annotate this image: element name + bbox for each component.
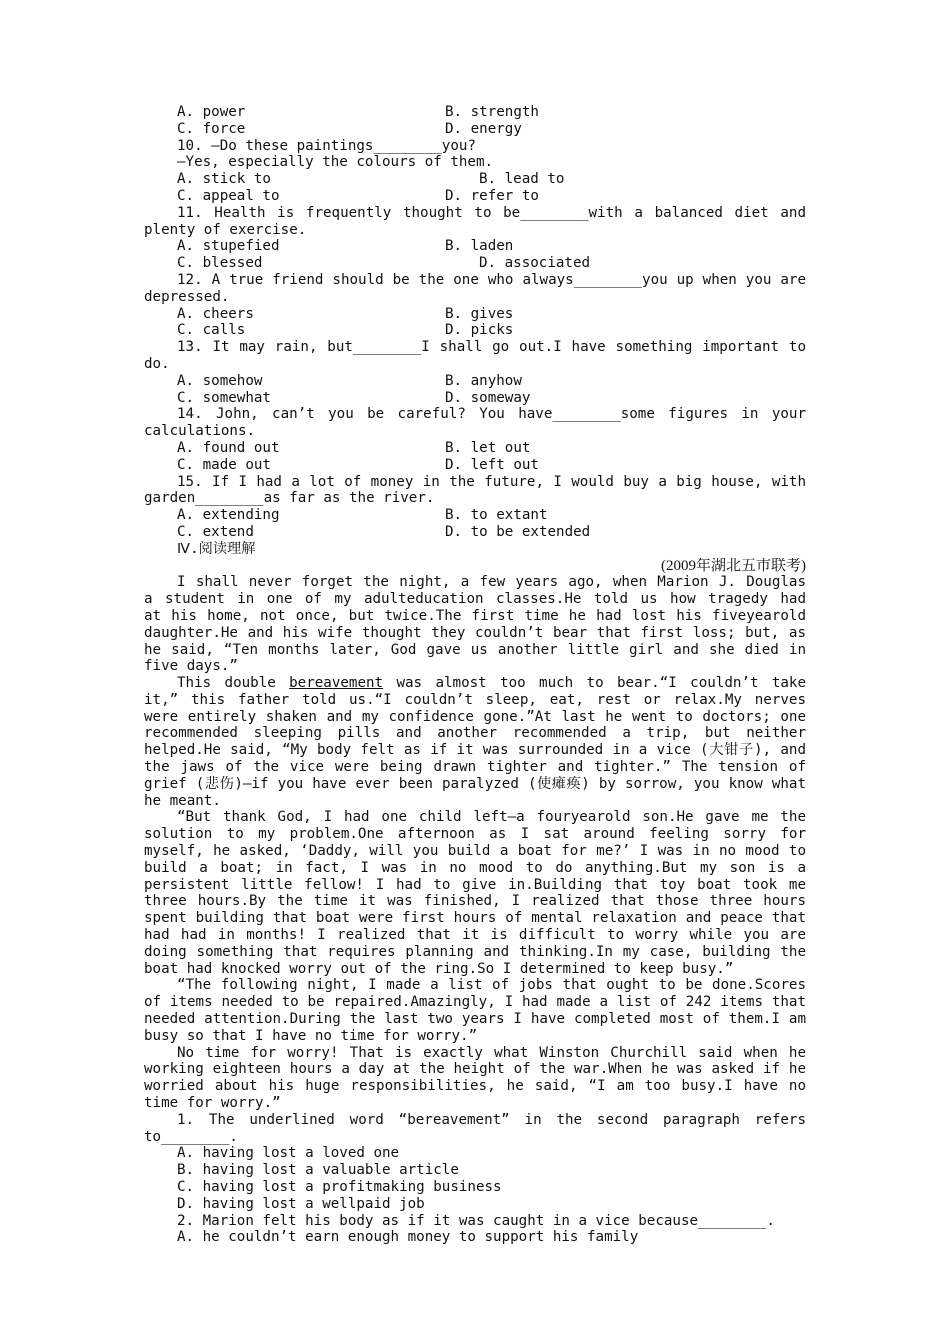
passage-p3-line: persistent little fellow! I had to give in.Building that toy boat took me xyxy=(144,876,806,893)
passage-p2-line: he meant. xyxy=(144,792,221,809)
q15-stem-line-1: 15. If I had a lot of money in the future, I would buy a big house, with xyxy=(177,473,806,490)
q13-option-b: B. anyhow xyxy=(445,372,522,389)
q11-stem-line-1: 11. Health is frequently thought to be________with a balanced diet and xyxy=(177,204,806,221)
passage-p3-line: boat had knocked worry out of the ring.So I determined to keep busy.” xyxy=(144,960,734,977)
rq1-stem-line-1: 1. The underlined word “bereavement” in the second paragraph refers xyxy=(177,1111,806,1128)
passage-p3-line: build a boat; in fact, I was in no mood to do anything.But my son is a xyxy=(144,859,806,876)
passage-p1-line: at his home, not once, but twice.The first time he had lost his fiveyearold xyxy=(144,607,806,624)
rq1-option-b: B. having lost a valuable article xyxy=(177,1162,459,1179)
q11-stem-line-2: plenty of exercise. xyxy=(144,221,307,238)
passage-p1-line: daughter.He and his wife thought they couldn’t bear that first loss; but, as xyxy=(144,624,806,641)
passage-p4-line: busy so that I have no time for worry.” xyxy=(144,1027,478,1044)
q12-stem-line-1: 12. A true friend should be the one who always________you up when you are xyxy=(177,271,806,288)
q14-option-b: B. let out xyxy=(445,439,531,456)
passage-p2-text-before: This double xyxy=(177,675,290,692)
passage-p2-line: the jaws of the vice were being drawn tighter and tighter.” The tension of xyxy=(144,759,806,776)
passage-p2-line: helped.He said, “My body felt as if it was surrounded in a vice (大钳子), and xyxy=(144,742,806,759)
q10-option-c: C. appeal to xyxy=(177,187,280,204)
passage-p5-line: No time for worry! That is exactly what Winston Churchill said when he xyxy=(177,1044,806,1061)
q12-option-d: D. picks xyxy=(445,322,514,339)
passage-p3-line: doing something that requires planning and thinking.In my case, building the xyxy=(144,943,806,960)
q14-options-row-1 xyxy=(144,440,806,457)
q12-stem-line-2: depressed. xyxy=(144,288,230,305)
passage-p2-line: were entirely shaken and my confidence gone.”At last he went to doctors; one xyxy=(144,708,806,725)
q11-option-a: A. stupefied xyxy=(177,238,280,255)
q14-option-d: D. left out xyxy=(445,456,539,473)
q15-option-c: C. extend xyxy=(177,523,254,540)
q14-stem-line-2: calculations. xyxy=(144,423,256,440)
passage-p5-line: worried about his huge responsibilities, he said, “I am too busy.I have no xyxy=(144,1078,806,1095)
q9-option-a: A. power xyxy=(177,104,246,120)
q12-options-row-2 xyxy=(144,322,806,339)
q12-option-c: C. calls xyxy=(177,322,246,339)
passage-p5-line: working eighteen hours a day at the height of the war.When he was asked if he xyxy=(144,1061,806,1078)
passage-p2-line: recommended sleeping pills and another recommended a trip, but neither xyxy=(144,725,806,742)
q10-option-b: B. lead to xyxy=(479,171,565,188)
q12-options-row-1 xyxy=(144,306,806,323)
section-heading: Ⅳ.阅读理解 xyxy=(177,540,256,557)
q13-option-a: A. somehow xyxy=(177,372,263,389)
q13-stem-line-1: 13. It may rain, but________I shall go out.I have something important to xyxy=(177,339,806,356)
rq1-option-c: C. having lost a profitmaking business xyxy=(177,1179,502,1195)
passage-p2-line: grief (悲伤)—if you have ever been paralyzed (使瘫痪) by sorrow, you know what xyxy=(144,775,806,792)
q15-options-row-2 xyxy=(144,524,806,541)
passage-p1-line: I shall never forget the night, a few years ago, when Marion J. Douglas xyxy=(177,574,806,591)
underlined-word-bereavement: bereavement xyxy=(289,675,384,692)
q9-options-row-1 xyxy=(144,104,806,121)
q15-option-a: A. extending xyxy=(177,507,280,524)
q11-option-c: C. blessed xyxy=(177,255,263,272)
q13-options-row-2 xyxy=(144,390,806,407)
passage-source: (2009年湖北五市联考) xyxy=(661,557,806,574)
q11-options-row-2 xyxy=(144,255,806,272)
q14-options-row-2 xyxy=(144,457,806,474)
q15-stem-line-2: garden________as far as the river. xyxy=(144,490,435,507)
q13-option-d: D. someway xyxy=(445,389,531,406)
passage-p5-line: time for worry.” xyxy=(144,1095,281,1112)
q10-option-a: A. stick to xyxy=(177,171,271,188)
rq2-option-a: A. he couldn’t earn enough money to support his family xyxy=(177,1229,639,1246)
q12-option-a: A. cheers xyxy=(177,305,254,322)
q11-option-d: D. associated xyxy=(479,255,591,272)
q14-stem-line-1: 14. John, can’t you be careful? You have________some figures in your xyxy=(177,406,806,423)
rq1-option-a: A. having lost a loved one xyxy=(177,1145,400,1162)
passage-p3-line: myself, he asked, ‘Daddy, will you build a boat for me?’ I was in no mood to xyxy=(144,843,806,860)
passage-p3-line: solution to my problem.One afternoon as I sat around feeling sorry for xyxy=(144,826,806,843)
q14-option-a: A. found out xyxy=(177,439,280,456)
document-page xyxy=(144,104,806,1246)
q13-options-row-1 xyxy=(144,373,806,390)
passage-p3-line: had had in months! I realized that it is difficult to worry while you are xyxy=(144,927,806,944)
passage-p4-line: of items needed to be repaired.Amazingly, I had made a list of 242 items that xyxy=(144,994,806,1011)
q12-option-b: B. gives xyxy=(445,305,514,322)
rq1-stem-line-2: to________. xyxy=(144,1128,238,1145)
passage-p2-line: it,” this father told us.“I couldn’t sleep, eat, rest or relax.My nerves xyxy=(144,691,806,708)
q15-option-b: B. to extant xyxy=(445,507,548,524)
q14-option-c: C. made out xyxy=(177,456,271,473)
q10-reply: —Yes, especially the colours of them. xyxy=(177,154,494,171)
rq2-stem: 2. Marion felt his body as if it was caught in a vice because________. xyxy=(177,1212,775,1229)
rq1-option-d: D. having lost a wellpaid job xyxy=(177,1195,425,1212)
q10-options-row-1 xyxy=(144,171,806,188)
q9-option-c: C. force xyxy=(177,120,246,137)
q11-option-b: B. laden xyxy=(445,238,514,255)
q11-options-row-1 xyxy=(144,238,806,255)
passage-p1-line: five days.” xyxy=(144,658,238,675)
passage-p1-line: he said, “Ten months later, God gave us another little girl and she died in xyxy=(144,641,806,658)
q10-stem: 10. —Do these paintings________you? xyxy=(177,137,476,154)
passage-p3-line: “But thank God, I had one child left—a fouryearold son.He gave me the xyxy=(177,809,806,826)
passage-p4-line: “The following night, I made a list of jobs that ought to be done.Scores xyxy=(177,977,806,994)
passage-p2-line-1 xyxy=(144,675,806,692)
passage-p1-line: a student in one of my adulteducation classes.He told us how tragedy had xyxy=(144,591,806,608)
q9-option-b: B. strength xyxy=(445,104,539,120)
q10-options-row-2 xyxy=(144,188,806,205)
q10-option-d: D. refer to xyxy=(445,187,539,204)
passage-p3-line: spent building that boat were first hours of mental relaxation and peace that xyxy=(144,910,806,927)
q15-option-d: D. to be extended xyxy=(445,523,591,540)
passage-p3-line: three hours.By the time it was finished, I realized that those three hours xyxy=(144,893,806,910)
q9-options-row-2 xyxy=(144,121,806,138)
passage-p2-text-after: was almost too much to bear.“I couldn’t take xyxy=(383,675,806,692)
passage-p4-line: needed attention.During the last two years I have completed most of them.I am xyxy=(144,1011,806,1028)
q13-stem-line-2: do. xyxy=(144,355,170,372)
q15-options-row-1 xyxy=(144,507,806,524)
q9-option-d: D. energy xyxy=(445,120,522,137)
q13-option-c: C. somewhat xyxy=(177,389,271,406)
